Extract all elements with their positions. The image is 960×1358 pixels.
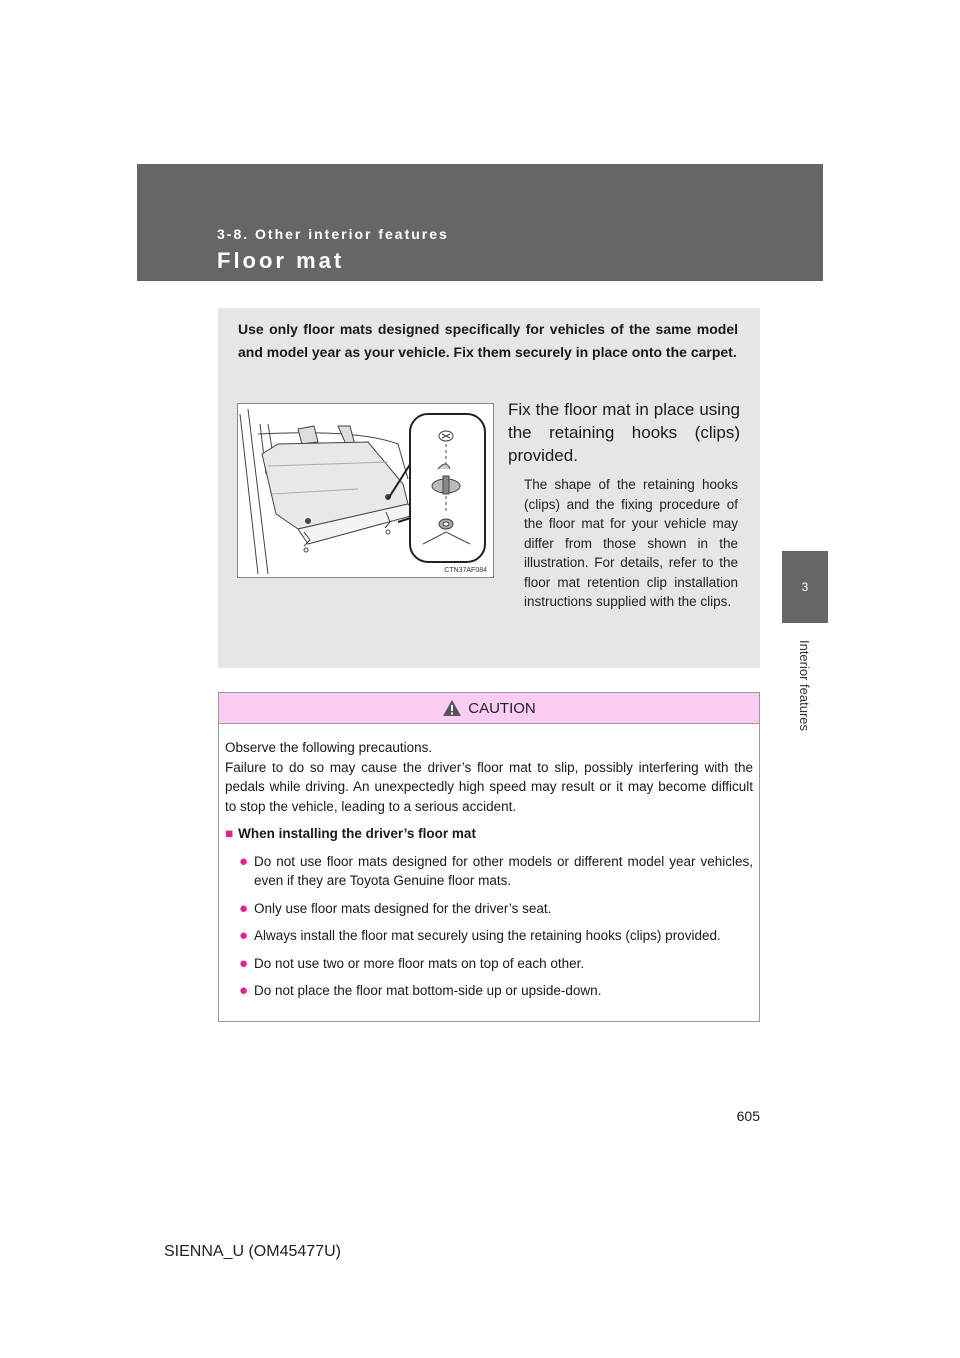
list-item-text: Do not use floor mats designed for other models or different model year vehicles, even if they are Toyota Genuine floor mats. — [254, 853, 753, 888]
section-header — [137, 164, 823, 281]
list-item-text: Do not place the floor mat bottom-side up or upside-down. — [254, 983, 602, 998]
note-text: The shape of the retaining hooks (clips) and the fixing procedure of the floor mat for your vehicle may differ from those shown in the illustration. For details, refer to the floor mat retention clip installation instructions supplied with the clips. — [524, 477, 738, 609]
manual-code: SIENNA_U (OM45477U) — [164, 1243, 341, 1260]
chapter-tab — [782, 551, 828, 623]
intro-text: Use only floor mats designed specifically for vehicles of the same model and model year as your vehicle. Fix them securely in place onto the carpet. — [238, 321, 738, 360]
bullet-dot-icon: ● — [239, 954, 249, 972]
caution-intro: Observe the following precautions. — [225, 740, 433, 755]
caution-subheading — [225, 824, 753, 844]
info-box — [218, 308, 760, 668]
list-item — [239, 926, 753, 946]
list-item — [239, 981, 753, 1001]
caution-box — [218, 692, 760, 1022]
list-item — [239, 954, 753, 974]
caution-body — [219, 724, 759, 1001]
bullet-dot-icon: ● — [239, 852, 249, 870]
figure-code: CTN37AF084 — [444, 567, 487, 574]
instruction-text: Fix the floor mat in place using the retaining hooks (clips) provided. — [508, 400, 740, 465]
floor-mat-drawing — [238, 404, 493, 577]
caution-subheading-text: When installing the driver’s floor mat — [238, 826, 476, 841]
caution-title: CAUTION — [468, 699, 536, 717]
list-item — [239, 852, 753, 891]
caution-text: Failure to do so may cause the driver’s floor mat to slip, possibly interfering with the pedals while driving. An unexpectedly high speed may result or it may become difficult to stop the vehicle, leading to a serious accident. — [225, 759, 753, 814]
warning-icon — [442, 699, 462, 717]
floor-mat-illustration — [237, 403, 494, 578]
list-item — [239, 899, 753, 919]
chapter-label — [770, 630, 840, 740]
bullet-dot-icon: ● — [239, 927, 249, 944]
list-item-text: Only use floor mats designed for the driver’s seat. — [254, 900, 552, 916]
chapter-number: 3 — [801, 580, 809, 594]
list-item-text: Always install the floor mat securely using the retaining hooks (clips) provided. — [254, 928, 721, 943]
page-number: 605 — [736, 1108, 760, 1124]
page-title: Floor mat — [217, 248, 345, 273]
bullet-dot-icon: ● — [239, 899, 249, 917]
caution-header — [219, 693, 759, 724]
section-label: 3-8. Other interior features — [217, 226, 449, 242]
chapter-label-text: Interior features — [797, 639, 813, 731]
bullet-dot-icon: ● — [239, 982, 249, 999]
list-item-text: Do not use two or more floor mats on top of each other. — [254, 955, 585, 971]
square-bullet-icon: ■ — [225, 826, 234, 841]
